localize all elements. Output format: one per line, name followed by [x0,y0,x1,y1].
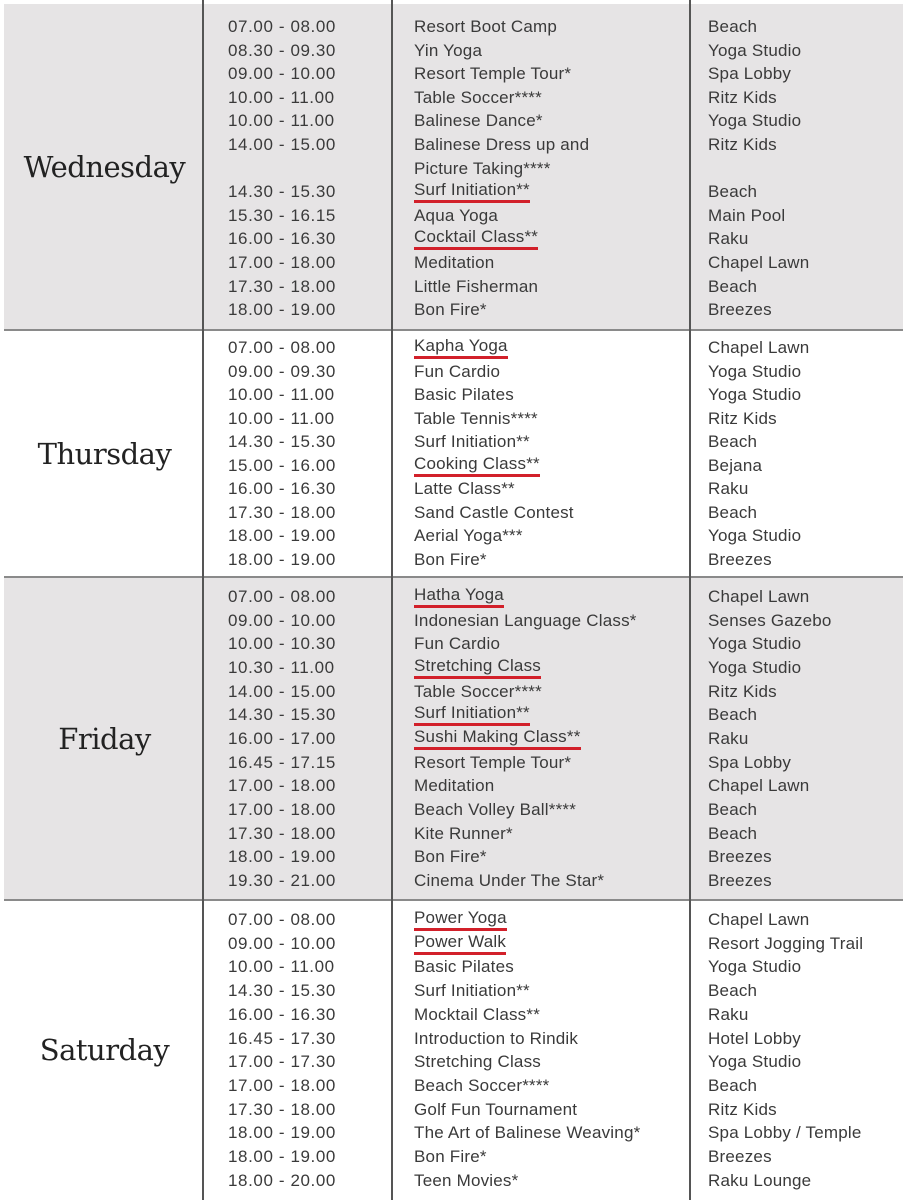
time-cell: 17.30 - 18.00 [228,1099,336,1119]
time-cell: 14.00 - 15.00 [228,135,336,154]
highlighted-activity: Power Walk [414,932,506,955]
schedule-row [4,727,903,751]
schedule-row [4,133,903,157]
location-cell: Spa Lobby / Temple [708,1123,862,1143]
time-cell: 17.00 - 18.00 [228,253,336,272]
schedule-row [4,908,903,932]
schedule-row [4,62,903,86]
location-cell: Senses Gazebo [708,610,832,630]
schedule-row [4,751,903,775]
location-cell: Spa Lobby [708,752,792,772]
activity-cell: Beach Volley Ball**** [414,799,577,819]
location-cell: Chapel Lawn [708,253,810,272]
time-cell: 09.00 - 09.30 [228,361,336,381]
highlighted-activity: Cooking Class** [414,454,540,477]
schedule-row [4,86,903,110]
day-divider [4,899,903,901]
time-cell: 14.30 - 15.30 [228,705,336,725]
activity-cell: Basic Pilates [414,385,514,405]
highlighted-activity: Surf Initiation** [414,703,530,726]
activity-cell: Aerial Yoga*** [414,526,523,546]
location-cell: Yoga Studio [708,658,802,677]
time-cell: 16.00 - 17.00 [228,728,336,748]
activity-cell: Bon Fire* [414,847,487,867]
location-cell: Beach [708,981,758,1001]
activity-cell: Surf Initiation** [414,981,530,1001]
activity-cell: Fun Cardio [414,361,501,381]
location-cell: Beach [708,502,758,522]
location-cell: Beach [708,432,758,452]
schedule-row [4,383,903,407]
schedule-row [4,407,903,431]
activity-cell: Mocktail Class** [414,1004,541,1024]
activity-cell: Bon Fire* [414,300,487,320]
schedule-row [4,298,903,322]
time-cell: 15.30 - 16.15 [228,205,336,225]
activity-cell: Aqua Yoga [414,205,499,225]
day-section-thursday [4,331,903,577]
activity-cell: Little Fisherman [414,276,539,296]
time-cell: 17.30 - 18.00 [228,823,336,843]
location-cell: Breezes [708,300,772,320]
schedule-row [4,180,903,204]
activity-cell: Surf Initiation** [414,432,530,452]
schedule-row [4,1098,903,1122]
time-cell: 17.30 - 18.00 [228,276,336,296]
location-cell: Hotel Lobby [708,1028,801,1048]
time-cell: 07.00 - 08.00 [228,910,336,929]
time-cell: 10.00 - 11.00 [228,87,335,107]
schedule-row [4,1003,903,1027]
schedule-row [4,204,903,228]
activity-cell: Picture Taking**** [414,158,551,178]
activity-cell: Stretching Class [414,1052,541,1072]
day-divider [4,576,903,578]
location-cell: Raku [708,479,749,499]
location-cell: Yoga Studio [708,1052,802,1072]
highlighted-activity: Cocktail Class** [414,227,538,250]
activity-cell: Yin Yoga [414,40,483,60]
time-cell: 18.00 - 19.00 [228,847,336,867]
activity-cell: Resort Boot Camp [414,17,558,36]
time-cell: 16.00 - 16.30 [228,479,336,499]
activity-cell: Table Soccer**** [414,87,542,107]
highlighted-activity: Power Yoga [414,908,507,931]
location-cell: Ritz Kids [708,681,777,701]
time-cell: 07.00 - 08.00 [228,17,336,36]
highlighted-activity: Kapha Yoga [414,336,508,359]
schedule-row [4,39,903,63]
schedule-row [4,585,903,609]
location-cell: Yoga Studio [708,957,802,977]
schedule-row [4,109,903,133]
time-cell: 17.00 - 18.00 [228,799,336,819]
day-section-saturday [4,901,903,1198]
day-section-friday [4,578,903,900]
schedule-row [4,157,903,181]
activity-cell: Kite Runner* [414,823,513,843]
location-cell: Ritz Kids [708,87,777,107]
time-cell: 19.30 - 21.00 [228,870,336,890]
location-cell: Breezes [708,847,772,867]
location-cell: Breezes [708,550,772,569]
time-cell: 18.00 - 19.00 [228,1123,336,1143]
activity-cell: Meditation [414,253,495,272]
location-cell: Raku [708,229,749,249]
location-cell: Beach [708,823,758,843]
schedule-row [4,430,903,454]
day-section-wednesday [4,4,903,330]
activity-cell: Fun Cardio [414,634,501,654]
activity-cell: Resort Temple Tour* [414,64,572,84]
location-cell: Ritz Kids [708,1099,777,1119]
time-cell: 09.00 - 10.00 [228,610,336,630]
time-cell: 10.30 - 11.00 [228,658,335,677]
schedule-row [4,1027,903,1051]
schedule-row [4,845,903,869]
schedule-row [4,1145,903,1169]
schedule-row [4,656,903,680]
time-cell: 10.00 - 10.30 [228,634,336,654]
schedule-row [4,1074,903,1098]
activity-cell: The Art of Balinese Weaving* [414,1123,641,1143]
location-cell: Beach [708,276,758,296]
activity-cell: Indonesian Language Class* [414,610,637,630]
schedule-row [4,955,903,979]
time-cell: 10.00 - 11.00 [228,957,335,977]
activity-cell: Meditation [414,776,495,796]
schedule-row [4,454,903,478]
activity-cell: Sand Castle Contest [414,502,574,522]
activity-cell: Cinema Under The Star* [414,870,605,890]
time-cell: 17.00 - 17.30 [228,1052,336,1072]
schedule-row [4,979,903,1003]
time-cell: 17.30 - 18.00 [228,502,336,522]
highlighted-activity: Surf Initiation** [414,180,530,203]
location-cell: Beach [708,182,758,202]
schedule-row [4,275,903,299]
schedule-row [4,477,903,501]
time-cell: 16.00 - 16.30 [228,1004,336,1024]
schedule-row [4,336,903,360]
column-divider [689,0,691,1200]
schedule-row [4,1050,903,1074]
schedule-row [4,703,903,727]
column-divider [202,0,204,1200]
location-cell: Yoga Studio [708,385,802,405]
schedule-row [4,15,903,39]
location-cell: Yoga Studio [708,40,802,60]
activity-cell: Table Tennis**** [414,408,538,428]
activity-cell: Bon Fire* [414,550,487,569]
location-cell: Spa Lobby [708,64,792,84]
activity-cell: Latte Class** [414,479,515,499]
time-cell: 18.00 - 19.00 [228,1147,336,1166]
location-cell: Chapel Lawn [708,338,810,357]
location-cell: Ritz Kids [708,135,777,154]
highlighted-activity: Sushi Making Class** [414,727,581,750]
location-cell: Main Pool [708,205,786,225]
schedule-row [4,501,903,525]
time-cell: 17.00 - 18.00 [228,776,336,796]
schedule-row [4,360,903,384]
schedule-row [4,548,903,572]
schedule-row [4,524,903,548]
activity-cell: Resort Temple Tour* [414,752,572,772]
location-cell: Beach [708,799,758,819]
location-cell: Chapel Lawn [708,910,810,929]
time-cell: 16.45 - 17.15 [228,752,336,772]
time-cell: 14.30 - 15.30 [228,432,336,452]
time-cell: 09.00 - 10.00 [228,64,336,84]
day-name: Thursday [37,437,172,471]
day-name: Saturday [39,1032,170,1067]
time-cell: 17.00 - 18.00 [228,1075,336,1095]
schedule-row [4,609,903,633]
location-cell: Chapel Lawn [708,776,810,796]
activity-cell: Beach Soccer**** [414,1075,550,1095]
time-cell: 15.00 - 16.00 [228,455,336,475]
activity-cell: Table Soccer**** [414,681,542,701]
time-cell: 07.00 - 08.00 [228,587,336,606]
time-cell: 14.30 - 15.30 [228,981,336,1001]
column-divider [391,0,393,1200]
time-cell: 10.00 - 11.00 [228,408,335,428]
location-cell: Yoga Studio [708,634,802,654]
location-cell: Resort Jogging Trail [708,933,864,953]
location-cell: Beach [708,705,758,725]
location-cell: Raku Lounge [708,1170,812,1190]
location-cell: Raku [708,728,749,748]
time-cell: 14.00 - 15.00 [228,681,336,701]
location-cell: Bejana [708,455,763,475]
day-name: Friday [58,722,151,756]
schedule-row [4,680,903,704]
location-cell: Chapel Lawn [708,587,810,606]
time-cell: 16.45 - 17.30 [228,1028,336,1048]
location-cell: Yoga Studio [708,111,802,131]
schedule-row [4,869,903,893]
activity-cell: Bon Fire* [414,1147,487,1166]
location-cell: Beach [708,1075,758,1095]
time-cell: 09.00 - 10.00 [228,933,336,953]
location-cell: Yoga Studio [708,361,802,381]
schedule-row [4,798,903,822]
time-cell: 07.00 - 08.00 [228,338,336,357]
time-cell: 08.30 - 09.30 [228,40,336,60]
activity-cell: Teen Movies* [414,1170,519,1190]
location-cell: Breezes [708,1147,772,1166]
location-cell: Breezes [708,870,772,890]
location-cell: Raku [708,1004,749,1024]
schedule-row [4,1121,903,1145]
activity-cell: Balinese Dance* [414,111,543,131]
time-cell: 14.30 - 15.30 [228,182,336,202]
day-divider [4,329,903,331]
schedule-row [4,1169,903,1193]
time-cell: 10.00 - 11.00 [228,111,335,131]
location-cell: Yoga Studio [708,526,802,546]
schedule-row [4,632,903,656]
time-cell: 10.00 - 11.00 [228,385,335,405]
schedule-row [4,251,903,275]
activity-cell: Balinese Dress up and [414,135,590,154]
activity-cell: Golf Fun Tournament [414,1099,578,1119]
location-cell: Beach [708,17,758,36]
activity-cell: Introduction to Rindik [414,1028,579,1048]
time-cell: 18.00 - 20.00 [228,1170,336,1190]
schedule-row [4,932,903,956]
day-name: Wednesday [23,150,186,184]
time-cell: 18.00 - 19.00 [228,550,336,569]
highlighted-activity: Hatha Yoga [414,585,504,608]
schedule-row [4,774,903,798]
location-cell: Ritz Kids [708,408,777,428]
highlighted-activity: Stretching Class [414,656,541,679]
time-cell: 18.00 - 19.00 [228,300,336,320]
schedule-row [4,227,903,251]
time-cell: 16.00 - 16.30 [228,229,336,249]
activity-cell: Basic Pilates [414,957,514,977]
time-cell: 18.00 - 19.00 [228,526,336,546]
schedule-row [4,822,903,846]
